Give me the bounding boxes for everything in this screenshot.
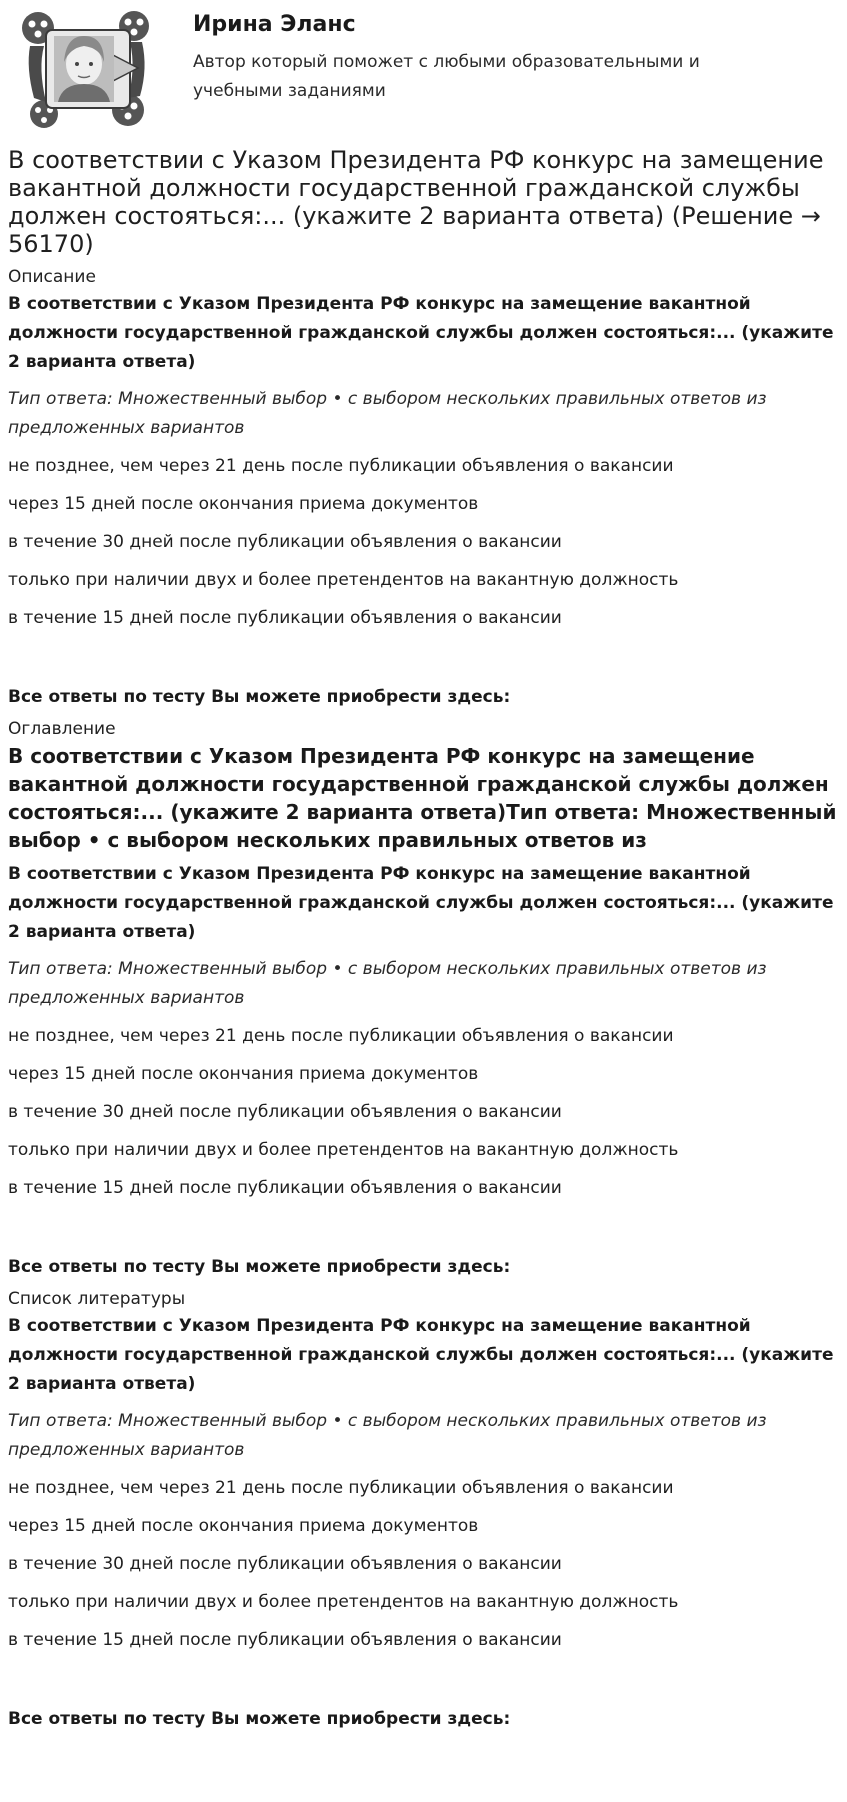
buy-answers-text: Все ответы по тесту Вы можете приобрести здесь: — [8, 687, 511, 707]
film-reel-avatar-icon — [16, 6, 156, 130]
author-description: Автор который поможет с любыми образовательными и учебными заданиями — [193, 52, 700, 101]
option-1: не позднее, чем через 21 день после публикации объявления о вакансии — [8, 456, 674, 476]
section-label-references: Список литературы — [8, 1289, 186, 1309]
option-5: в течение 15 дней после публикации объявления о вакансии — [8, 1630, 562, 1650]
answer-type: Тип ответа: Множественный выбор • с выбором нескольких правильных ответов из предложенных вариантов — [8, 389, 767, 438]
option-1: не позднее, чем через 21 день после публикации объявления о вакансии — [8, 1026, 674, 1046]
author-name[interactable]: Ирина Эланс — [193, 12, 356, 37]
page-title: В соответствии с Указом Президента РФ конкурс на замещение вакантной должности государственной гражданской службы должен состояться:... (укажите 2 варианта ответа) (Решение → 56170) — [8, 146, 824, 258]
option-4: только при наличии двух и более претендентов на вакантную должность — [8, 1592, 679, 1612]
question-text: В соответствии с Указом Президента РФ конкурс на замещение вакантной должности государственной гражданской службы должен состояться:... (укажите 2 варианта ответа) — [8, 864, 834, 942]
option-1: не позднее, чем через 21 день после публикации объявления о вакансии — [8, 1478, 674, 1498]
toc-section — [8, 718, 847, 1278]
question-text: В соответствии с Указом Президента РФ конкурс на замещение вакантной должности государственной гражданской службы должен состояться:... (укажите 2 варианта ответа) — [8, 294, 834, 372]
avatar[interactable] — [16, 6, 156, 130]
option-4: только при наличии двух и более претендентов на вакантную должность — [8, 570, 679, 590]
buy-answers-text: Все ответы по тесту Вы можете приобрести здесь: — [8, 1709, 511, 1729]
option-3: в течение 30 дней после публикации объявления о вакансии — [8, 1102, 562, 1122]
option-5: в течение 15 дней после публикации объявления о вакансии — [8, 1178, 562, 1198]
option-2: через 15 дней после окончания приема документов — [8, 1064, 479, 1084]
answer-type: Тип ответа: Множественный выбор • с выбором нескольких правильных ответов из предложенных вариантов — [8, 1411, 767, 1460]
buy-answers-text: Все ответы по тесту Вы можете приобрести здесь: — [8, 1257, 511, 1277]
option-3: в течение 30 дней после публикации объявления о вакансии — [8, 1554, 562, 1574]
author-card — [8, 0, 847, 136]
description-section — [8, 266, 847, 708]
section-label-description: Описание — [8, 267, 96, 287]
option-4: только при наличии двух и более претендентов на вакантную должность — [8, 1140, 679, 1160]
answer-type: Тип ответа: Множественный выбор • с выбором нескольких правильных ответов из предложенных вариантов — [8, 959, 767, 1008]
option-2: через 15 дней после окончания приема документов — [8, 1516, 479, 1536]
references-section — [8, 1288, 847, 1730]
question-text: В соответствии с Указом Президента РФ конкурс на замещение вакантной должности государственной гражданской службы должен состояться:... (укажите 2 варианта ответа) — [8, 1316, 834, 1394]
option-2: через 15 дней после окончания приема документов — [8, 494, 479, 514]
toc-heading: В соответствии с Указом Президента РФ конкурс на замещение вакантной должности государственной гражданской службы должен состояться:... (укажите 2 варианта ответа)Тип ответа: Множественный выбор • с выбором нескольких правильных ответов из — [8, 744, 837, 852]
option-5: в течение 15 дней после публикации объявления о вакансии — [8, 608, 562, 628]
option-3: в течение 30 дней после публикации объявления о вакансии — [8, 532, 562, 552]
section-label-toc: Оглавление — [8, 719, 116, 739]
